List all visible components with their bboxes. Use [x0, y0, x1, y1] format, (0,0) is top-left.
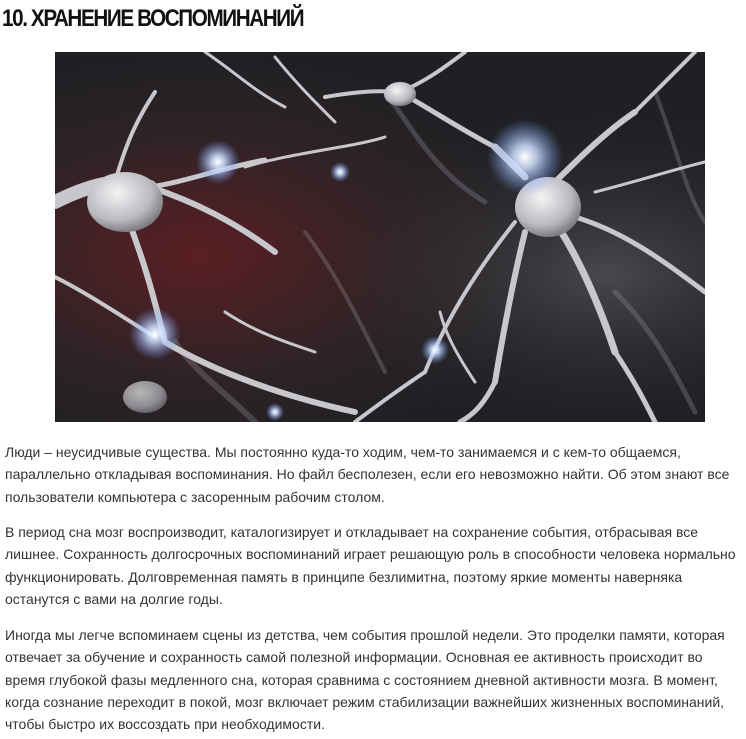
article-paragraph: В период сна мозг воспроизводит, каталогизирует и откладывает на сохранение события, отбрасывая все лишнее. Сохранность долгосрочных воспоминаний играет решающую роль в способности человека нормально функционировать. Долговременная память в принципе безлимитна, поэтому яркие моменты наверняка останутся с вами на долгие годы.: [5, 524, 736, 607]
neurons-illustration: [55, 52, 705, 422]
article-heading: 10. ХРАНЕНИЕ ВОСПОМИНАНИЙ: [2, 5, 304, 32]
article-paragraph: Иногда мы легче вспоминаем сцены из детства, чем события прошлой недели. Это проделки памяти, которая отвечает за обучение и сохранность самой полезной информации. Основная ее активность происходит во время глубокой фазы медленного сна, которая сравнима с состоянием дневной активности мозга. В момент, когда сознание переходит в покой, мозг включает режим стабилизации важнейших жизненных воспоминаний, чтобы быстро их воссоздать при необходимости.: [5, 627, 725, 733]
article-paragraph: Люди – неусидчивые существа. Мы постоянно куда-то ходим, чем-то занимаемся и с кем-то общаемся, параллельно откладывая воспоминания. Но файл бесполезен, если его невозможно найти. Об этом знают все пользователи компьютера с засоренным рабочим столом.: [5, 444, 730, 505]
